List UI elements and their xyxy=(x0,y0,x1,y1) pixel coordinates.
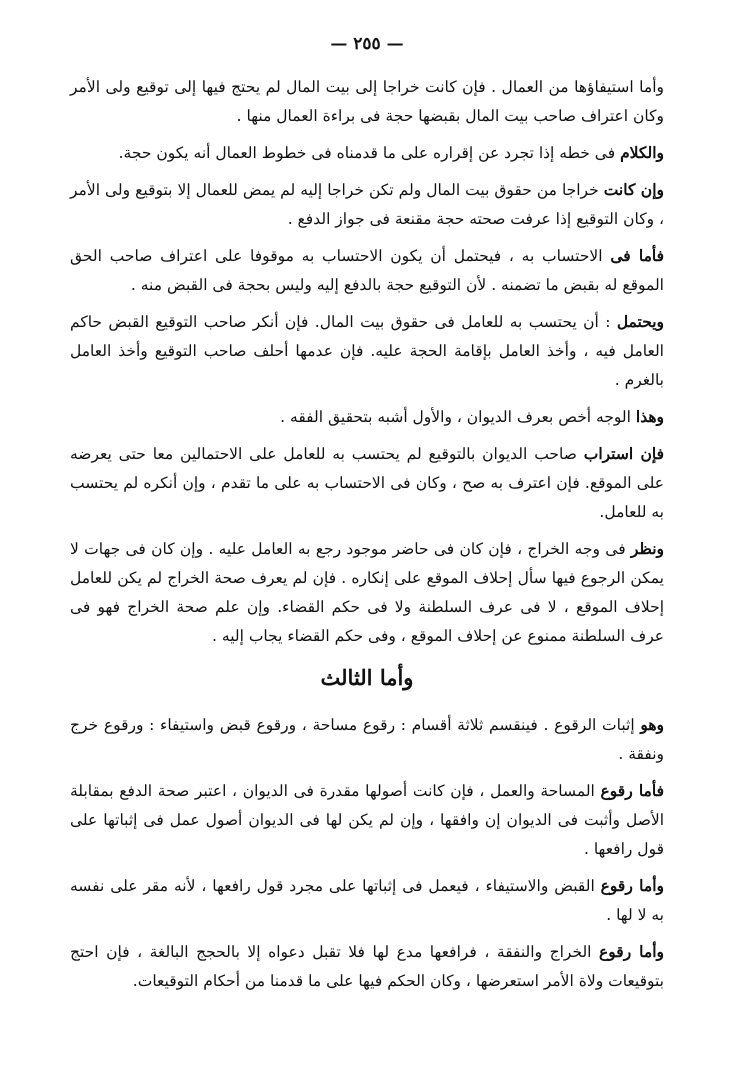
paragraph: وهو إثبات الرقوع . فينقسم ثلاثة أقسام : رقوع مساحة ، ورقوع قبض واستيفاء : ورقوع خرج ونفقة . xyxy=(70,715,664,763)
paragraph: وأما رقوع القبض والاستيفاء ، فيعمل فى إثباتها على مجرد قول رافعها ، لأنه مقر على نفسه به لا لها . xyxy=(70,876,664,924)
paragraph: وأما استيفاؤها من العمال . فإن كانت خراجا إلى بيت المال لم يحتج فيها إلى توقيع ولى الأمر وكان اعتراف صاحب بيت المال بقبضها حجة فى براءة العمال منها . xyxy=(70,78,664,125)
paragraph: ونظر فى وجه الخراج ، فإن كان فى حاضر موجود رجع به العامل عليه . وإن كان فى جهات لا يمكن الرجوع فيها سأل إحلاف الموقع على إنكاره . فإن لم يعرف صحة الخراج لم يكن للعامل إحلاف الموقع ، لا فى عرف السلطنة ولا فى حكم القضاء. وإن علم صحة الخراج فهو فى عرف السلطنة ممنوع عن إحلاف الموقع ، وفى حكم القضاء يجاب إليه . xyxy=(70,539,664,645)
paragraph: وأما رقوع الخراج والنفقة ، فرافعها مدع لها فلا تقبل دعواه إلا بالحجج البالغة ، فإن احتج بتوقيعات ولاة الأمر استعرضها ، وكان الحكم فيها على ما قدمنا من أحكام التوقيعات. xyxy=(70,942,664,990)
section-heading: وأما الثالث xyxy=(320,665,414,690)
body-text-bottom xyxy=(70,710,664,996)
paragraph: فأما فى الاحتساب به ، فيحتمل أن يكون الاحتساب به موقوفا على اعتراف صاحب الحق الموقع له بقبض ما تضمنه . لأن التوقيع حجة بالدفع إليه وليس بحجة فى القبض منه . xyxy=(70,246,665,294)
paragraph: وهذا الوجه أخص بعرف الديوان ، والأول أشبه بتحقيق الفقه . xyxy=(280,407,664,426)
paragraph: وإن كانت خراجا من حقوق بيت المال ولم تكن خراجا إليه لم يمض للعمال إلا بتوقيع ولى الأمر ، وكان التوقيع إذا عرفت صحته حجة مقنعة فى جواز الدفع . xyxy=(70,180,664,228)
paragraph: ويحتمل : أن يحتسب به للعامل فى حقوق بيت المال. فإن أنكر صاحب التوقيع القبض حاكم العامل فيه ، وأخذ العامل بإقامة الحجة عليه. فإن عدمها أحلف صاحب التوقيع وأخذ العامل بالغرم . xyxy=(70,312,664,389)
page-number: — ٢٥٥ — xyxy=(330,34,404,54)
body-text-top xyxy=(70,72,664,651)
paragraph: فأما رقوع المساحة والعمل ، فإن كانت أصولها مقدرة فى الديوان ، اعتبر صحة الدفع بمقابلة الأصل وأثبت فى الديوان إن وافقها ، وإن لم يكن لها فى الديوان أصول عمل فى إثباتها على قول رافعها . xyxy=(70,781,664,858)
paragraph: والكلام فى خطه إذا تجرد عن إقراره على ما قدمناه فى خطوط العمال أنه يكون حجة. xyxy=(118,143,664,162)
paragraph: فإن استراب صاحب الديوان بالتوقيع لم يحتسب به للعامل على الاحتمالين معا حتى يعرضه على الموقع. فإن اعترف به صح ، وكان فى الاحتساب به على ما تقدم ، وإن أنكره لم يحتسب به للعامل. xyxy=(70,444,664,521)
